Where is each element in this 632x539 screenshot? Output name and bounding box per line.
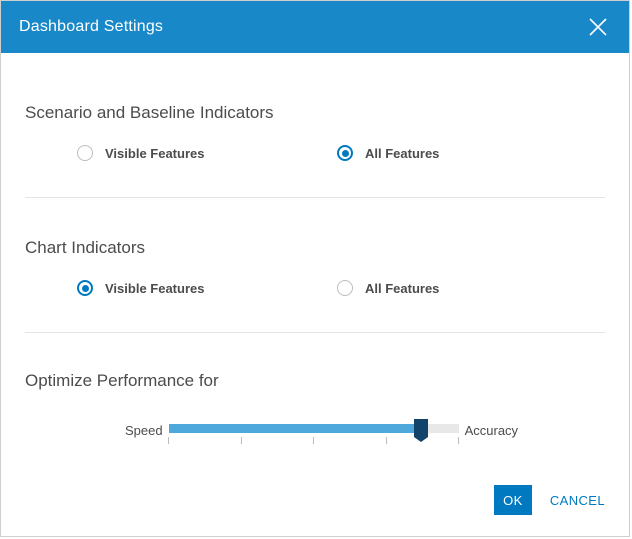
performance-slider[interactable] bbox=[169, 415, 459, 445]
slider-ticks bbox=[169, 437, 459, 445]
slider-fill bbox=[169, 424, 421, 433]
slider-tick bbox=[313, 437, 314, 444]
section-optimize-performance bbox=[25, 333, 605, 445]
slider-tick bbox=[386, 437, 387, 444]
cancel-button[interactable]: CANCEL bbox=[549, 492, 605, 508]
slider-tick bbox=[241, 437, 242, 444]
section-title: Scenario and Baseline Indicators bbox=[25, 103, 274, 122]
slider-label-speed: Speed bbox=[125, 422, 163, 438]
dialog-body bbox=[1, 53, 629, 464]
radio-icon[interactable] bbox=[337, 145, 353, 161]
section-chart-indicators bbox=[25, 198, 605, 296]
radio-group-scenario-baseline bbox=[25, 145, 605, 161]
radio-group-chart-indicators bbox=[25, 280, 605, 296]
dialog-title: Dashboard Settings bbox=[19, 18, 164, 35]
dialog-footer bbox=[1, 464, 629, 536]
dialog-titlebar bbox=[1, 1, 629, 53]
close-icon[interactable] bbox=[585, 14, 611, 40]
section-scenario-baseline-indicators bbox=[25, 53, 605, 161]
radio-option-all-features[interactable] bbox=[337, 280, 439, 296]
slider-handle[interactable] bbox=[414, 419, 428, 437]
radio-icon[interactable] bbox=[337, 280, 353, 296]
radio-option-visible-features[interactable] bbox=[77, 145, 337, 161]
radio-label: Visible Features bbox=[105, 280, 205, 296]
radio-label: All Features bbox=[365, 280, 440, 296]
radio-label: Visible Features bbox=[105, 145, 205, 161]
radio-icon[interactable] bbox=[77, 145, 93, 161]
radio-label: All Features bbox=[365, 145, 440, 161]
radio-option-all-features[interactable] bbox=[337, 145, 439, 161]
slider-tick bbox=[458, 437, 459, 444]
section-title: Optimize Performance for bbox=[25, 371, 219, 390]
radio-icon[interactable] bbox=[77, 280, 93, 296]
slider-label-accuracy: Accuracy bbox=[464, 422, 519, 438]
radio-option-visible-features[interactable] bbox=[77, 280, 337, 296]
section-title: Chart Indicators bbox=[25, 238, 145, 257]
ok-button[interactable]: OK bbox=[494, 485, 532, 515]
performance-slider-row bbox=[25, 415, 605, 445]
slider-tick bbox=[168, 437, 169, 444]
